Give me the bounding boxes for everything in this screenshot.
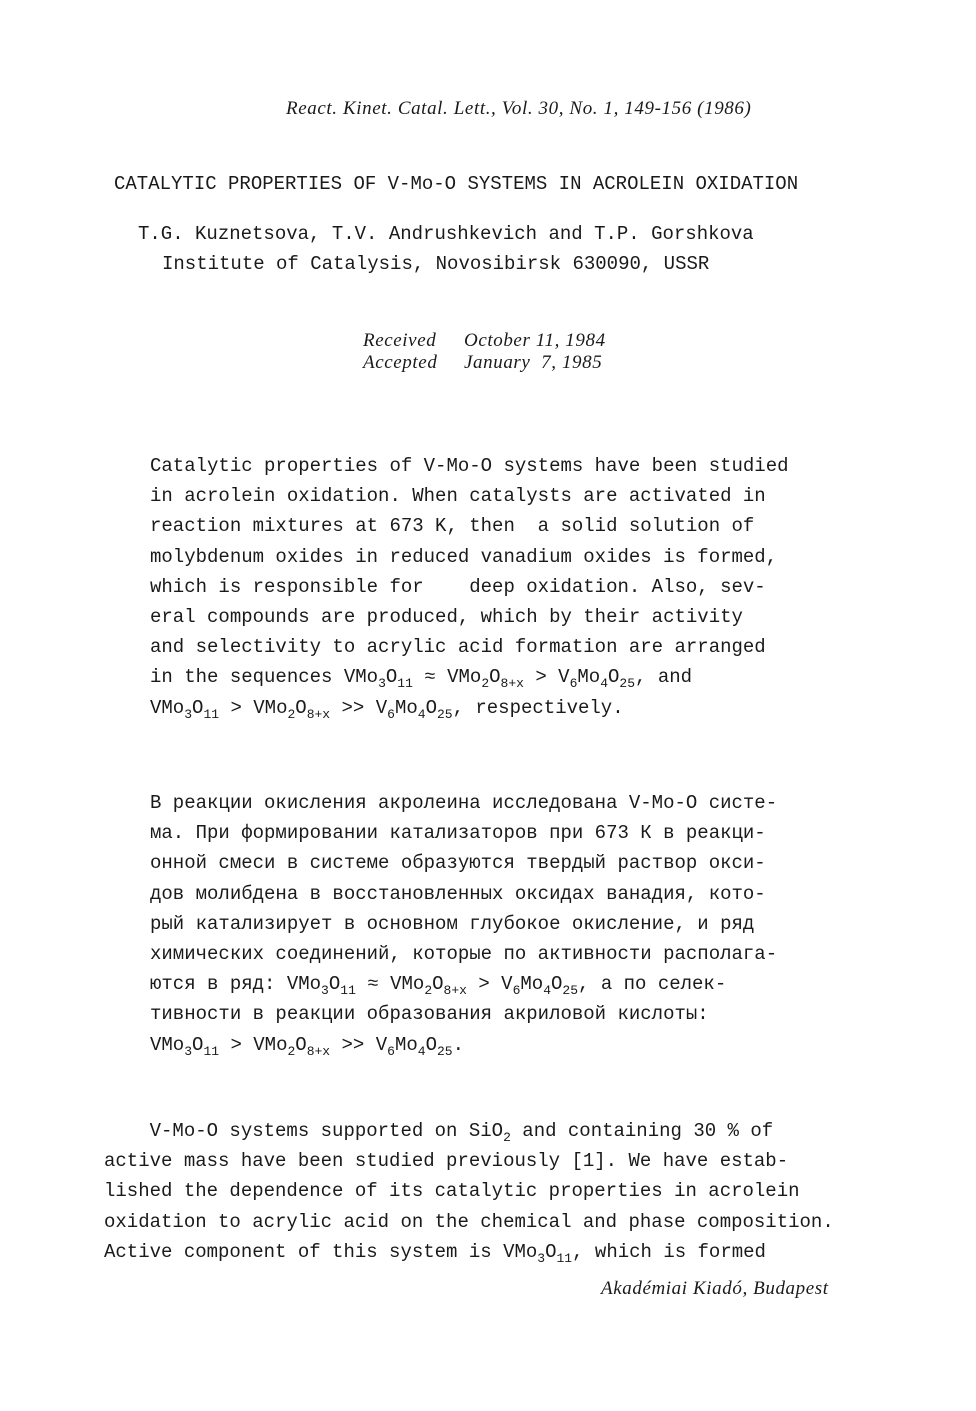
formula-subscript: 3 <box>321 983 329 999</box>
formula-part: VMo <box>343 666 379 689</box>
formula-selectivity-sequence-ru <box>150 1033 453 1059</box>
text-run: , а по селек- <box>578 973 727 996</box>
body-line <box>104 1116 834 1146</box>
abstract-ru-line <box>150 969 777 999</box>
text-run: . <box>452 1033 464 1056</box>
abstract-en-line: molybdenum oxides in reduced vanadium oxides is formed, <box>150 545 778 568</box>
abstract-en-line: in acrolein oxidation. When catalysts are activated in <box>150 485 766 508</box>
received-row <box>363 330 606 352</box>
abstract-en-line <box>150 662 789 692</box>
text-run: and containing 30 % of <box>510 1120 774 1142</box>
abstract-en-line: and selectivity to acrylic acid formation are arranged <box>150 636 766 659</box>
abstract-ru-line: онной смеси в системе образуются твердый раствор окси- <box>150 852 766 875</box>
formula-part: V <box>375 696 388 719</box>
formula-operator: >> <box>330 1033 376 1056</box>
text-run: , respectively. <box>452 696 624 719</box>
formula-part: O <box>608 666 620 689</box>
formula-part: VMo <box>390 973 425 996</box>
abstract-en-line: Catalytic properties of V-Mo-O systems have been studied <box>150 455 789 477</box>
text-run: , and <box>635 666 693 689</box>
formula-part: O <box>295 696 307 719</box>
formula-subscript: 6 <box>387 1043 395 1059</box>
formula-operator: > <box>219 696 254 719</box>
formula-operator: ≈ <box>355 973 391 996</box>
body-text <box>104 1116 834 1267</box>
formula-activity-sequence-ru <box>286 973 579 999</box>
formula-part: O <box>295 1033 307 1056</box>
formula-subscript: 3 <box>184 706 193 722</box>
formula-part: O <box>328 973 341 996</box>
formula-subscript: 25 <box>436 706 453 722</box>
formula-subscript: 2 <box>287 706 296 722</box>
abstract-en-line <box>150 693 789 723</box>
formula-subscript: 2 <box>481 676 490 692</box>
formula-subscript: 8+x <box>306 706 331 722</box>
formula-subscript: 8+x <box>306 1043 331 1059</box>
accepted-date: January 7, 1985 <box>464 352 603 373</box>
formula-part: VMo <box>253 696 288 719</box>
formula-part: V <box>375 1033 388 1056</box>
formula-part: O <box>545 1240 557 1263</box>
body-line: lished the dependence of its catalytic properties in acrolein <box>104 1180 800 1203</box>
abstract-ru-line: химических соединений, которые по активности располага- <box>150 942 778 965</box>
accepted-label: Accepted <box>363 352 438 373</box>
text-run: V-Mo-O systems supported on SiO <box>104 1120 504 1142</box>
abstract-ru-line: ма. При формировании катализаторов при 673 К в реакци- <box>150 822 766 845</box>
abstract-ru-line: В реакции окисления акролеина исследована V-Mo-O систе- <box>150 792 778 814</box>
affiliation: Institute of Catalysis, Novosibirsk 630090, USSR <box>162 253 710 275</box>
formula-subscript: 25 <box>619 676 636 692</box>
formula-part: VMo <box>447 666 482 689</box>
formula-selectivity-sequence <box>150 696 453 722</box>
formula-subscript: 6 <box>387 706 395 722</box>
formula-part: O <box>432 973 444 996</box>
formula-part: O <box>425 696 437 719</box>
formula-subscript: 11 <box>397 676 413 692</box>
formula-operator: > <box>466 973 502 996</box>
body-line: oxidation to acrylic acid on the chemical and phase composition. <box>104 1210 834 1233</box>
body-line: active mass have been studied previously [1]. We have estab- <box>104 1150 789 1173</box>
text-run: ются в ряд: <box>150 973 287 996</box>
body-line <box>104 1237 834 1267</box>
formula-part: VMo <box>150 696 185 719</box>
abstract-ru-line <box>150 1030 777 1060</box>
formula-part: VMo <box>286 973 322 996</box>
abstract-english <box>150 451 789 723</box>
formula-subscript: 3 <box>537 1250 546 1266</box>
dates-block <box>363 330 606 374</box>
formula-part: Mo <box>520 973 544 996</box>
formula-subscript: 11 <box>203 1043 220 1059</box>
formula-part: VMo <box>253 1033 288 1056</box>
abstract-ru-line: рый катализирует в основном глубокое окисление, и ряд <box>150 912 755 935</box>
formula-part: V <box>501 973 513 996</box>
formula-part: O <box>425 1033 437 1056</box>
formula-subscript: 8+x <box>500 676 524 692</box>
formula-subscript: 2 <box>287 1043 296 1059</box>
formula-subscript: 11 <box>203 706 220 722</box>
formula-subscript: 25 <box>562 983 579 999</box>
formula-operator: >> <box>330 696 376 719</box>
abstract-en-line: reaction mixtures at 673 K, then a solid solution of <box>150 515 755 538</box>
formula-subscript: 4 <box>417 706 426 722</box>
abstract-ru-line: тивности в реакции образования акриловой кислоты: <box>150 1003 709 1026</box>
formula-subscript: 6 <box>569 676 578 692</box>
formula-activity-sequence <box>343 666 636 692</box>
abstract-en-line: eral compounds are produced, which by their activity <box>150 605 743 628</box>
formula-part: V <box>558 666 570 689</box>
formula-part: O <box>192 1033 204 1056</box>
formula-part: O <box>192 696 204 719</box>
text-run: , which is formed <box>572 1240 766 1263</box>
abstract-russian <box>150 788 777 1060</box>
text-run: Active component of this system is VMo <box>104 1240 538 1263</box>
journal-header: React. Kinet. Catal. Lett., Vol. 30, No. 1, 149-156 (1986) <box>286 98 752 119</box>
formula-subscript: 4 <box>600 676 609 692</box>
accepted-row <box>363 352 606 374</box>
abstract-en-line: which is responsible for deep oxidation. Also, sev- <box>150 575 766 598</box>
formula-operator: > <box>219 1033 254 1056</box>
received-label: Received <box>363 330 437 351</box>
formula-operator: > <box>523 666 559 689</box>
formula-subscript: 6 <box>512 983 521 999</box>
formula-subscript: 3 <box>378 676 386 692</box>
formula-subscript: 4 <box>417 1043 426 1059</box>
abstract-ru-line: дов молибдена в восстановленных оксидах ванадия, кото- <box>150 882 766 905</box>
formula-subscript: 11 <box>556 1250 573 1266</box>
formula-subscript: 8+x <box>443 983 467 999</box>
formula-subscript: 25 <box>436 1043 453 1059</box>
formula-part: O <box>489 666 501 689</box>
publisher-footer: Akadémiai Kiadó, Budapest <box>601 1278 829 1299</box>
formula-subscript: 2 <box>424 983 433 999</box>
formula-operator: ≈ <box>412 666 448 689</box>
formula-subscript: 11 <box>340 983 356 999</box>
formula-part: Mo <box>394 696 418 719</box>
formula-subscript: 4 <box>543 983 551 999</box>
text-run: in the sequences <box>150 666 344 689</box>
formula-subscript: 2 <box>503 1130 511 1145</box>
authors: T.G. Kuznetsova, T.V. Andrushkevich and T.P. Gorshkova <box>138 223 754 245</box>
formula-part: Mo <box>577 666 601 689</box>
formula-subscript: 3 <box>184 1043 193 1059</box>
formula-part: O <box>551 973 563 996</box>
paper-title: CATALYTIC PROPERTIES OF V-Mo-O SYSTEMS IN ACROLEIN OXIDATION <box>114 173 799 195</box>
formula-part: VMo <box>150 1033 185 1056</box>
formula-part: O <box>385 666 398 689</box>
formula-part: Mo <box>394 1033 418 1056</box>
received-date: October 11, 1984 <box>464 330 606 351</box>
